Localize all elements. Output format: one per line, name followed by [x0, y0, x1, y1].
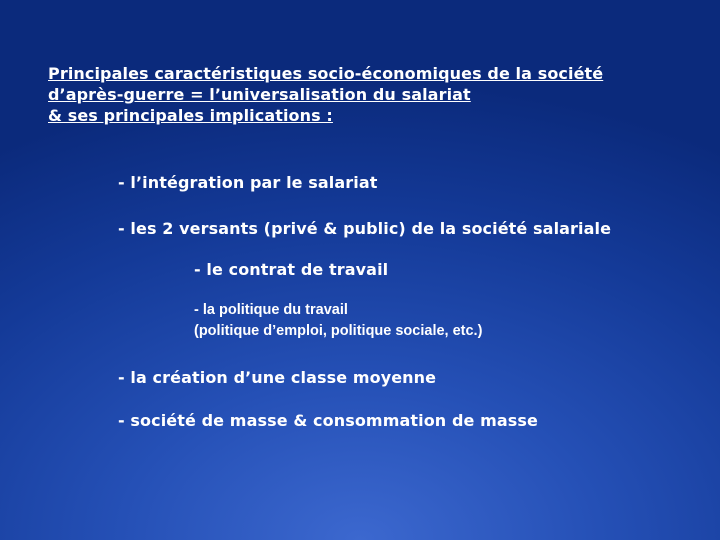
sub-bullet-work-policy-line-2: (politique d’emploi, politique sociale, etc.): [194, 323, 483, 339]
bullet-integration: - l’intégration par le salariat: [118, 173, 378, 192]
slide-title-line-3: & ses principales implications :: [48, 106, 333, 125]
bullet-mass-society: - société de masse & consommation de masse: [118, 411, 539, 430]
bullet-middle-class: - la création d’une classe moyenne: [118, 368, 437, 387]
slide-title-line-1: Principales caractéristiques socio-économiques de la société: [48, 64, 604, 83]
sub-bullet-work-contract: - le contrat de travail: [194, 260, 389, 279]
bullet-two-sides: - les 2 versants (privé & public) de la société salariale: [118, 219, 612, 238]
slide-title-line-2: d’après-guerre = l’universalisation du salariat: [48, 85, 471, 104]
sub-bullet-work-policy: [194, 300, 482, 342]
sub-bullet-work-policy-line-1: - la politique du travail: [194, 302, 348, 318]
slide-title: [48, 63, 688, 126]
